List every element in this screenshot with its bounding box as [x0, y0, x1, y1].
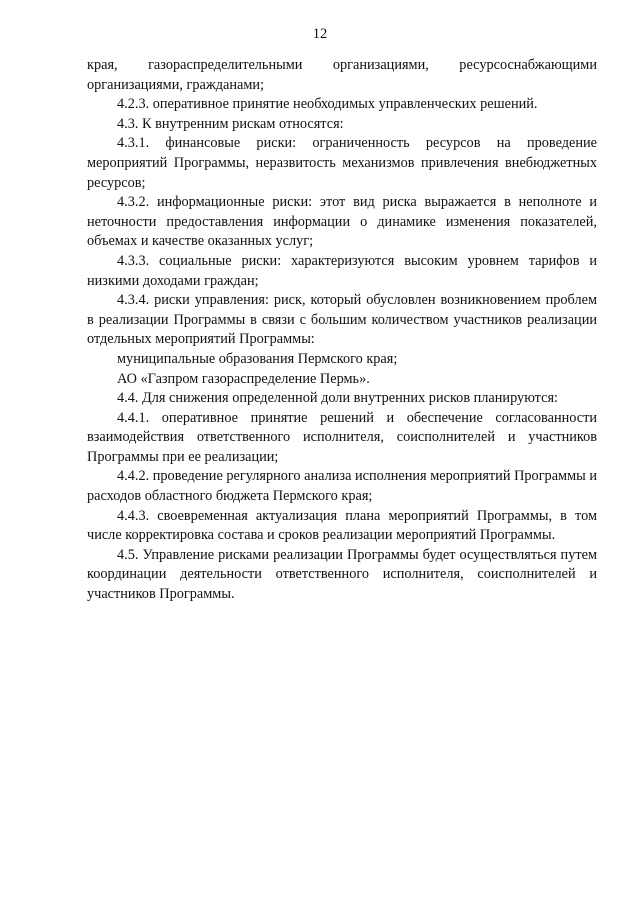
paragraph-4-3-1: 4.3.1. финансовые риски: ограниченность ресурсов на проведение мероприятий Программы, неразвитость механизмов привлечения внебюджетных ресурсов;: [87, 135, 597, 191]
page-number: 12: [312, 26, 328, 42]
paragraph-continuation: края, газораспределительными организациями, ресурсоснабжающими организациями, гражданами;: [87, 57, 597, 93]
paragraph-4-4-2: 4.4.2. проведение регулярного анализа исполнения мероприятий Программы и расходов областного бюджета Пермского края;: [87, 468, 597, 505]
paragraph-4-4-3: 4.4.3. своевременная актуализация плана мероприятий Программы, в том числе корректировка состава и сроков реализации мероприятий Программы.: [87, 507, 597, 544]
paragraph-4-3-4: 4.3.4. риски управления: риск, который обусловлен возникновением проблем в реализации Программы в связи с большим количеством участников реализации отдельных мероприятий Программы:: [87, 292, 597, 348]
paragraph-list-item-gazprom: АО «Газпром газораспределение Пермь».: [117, 370, 370, 387]
paragraph-4-4: 4.4. Для снижения определенной доли внутренних рисков планируются:: [117, 390, 558, 407]
paragraph-4-4-1: 4.4.1. оперативное принятие решений и обеспечение согласованности взаимодействия ответственного исполнителя, соисполнителей и участников Программы при ее реализации;: [87, 409, 597, 465]
paragraph-list-item-municipalities: муниципальные образования Пермского края;: [117, 350, 398, 367]
paragraph-4-2-3: 4.2.3. оперативное принятие необходимых управленческих решений.: [117, 96, 538, 113]
paragraph-4-3-3: 4.3.3. социальные риски: характеризуются высоким уровнем тарифов и низкими доходами граждан;: [87, 252, 597, 289]
paragraph-4-5: 4.5. Управление рисками реализации Программы будет осуществляться путем координации деятельности ответственного исполнителя, соисполнителей и участников Программы.: [87, 546, 597, 603]
paragraph-4-3-2: 4.3.2. информационные риски: этот вид риска выражается в неполноте и неточности предоставления информации о динамике изменения показателей, объемах и качестве оказанных услуг;: [87, 194, 597, 250]
document-body: [87, 56, 597, 605]
paragraph-4-3: 4.3. К внутренним рискам относятся:: [117, 115, 344, 132]
